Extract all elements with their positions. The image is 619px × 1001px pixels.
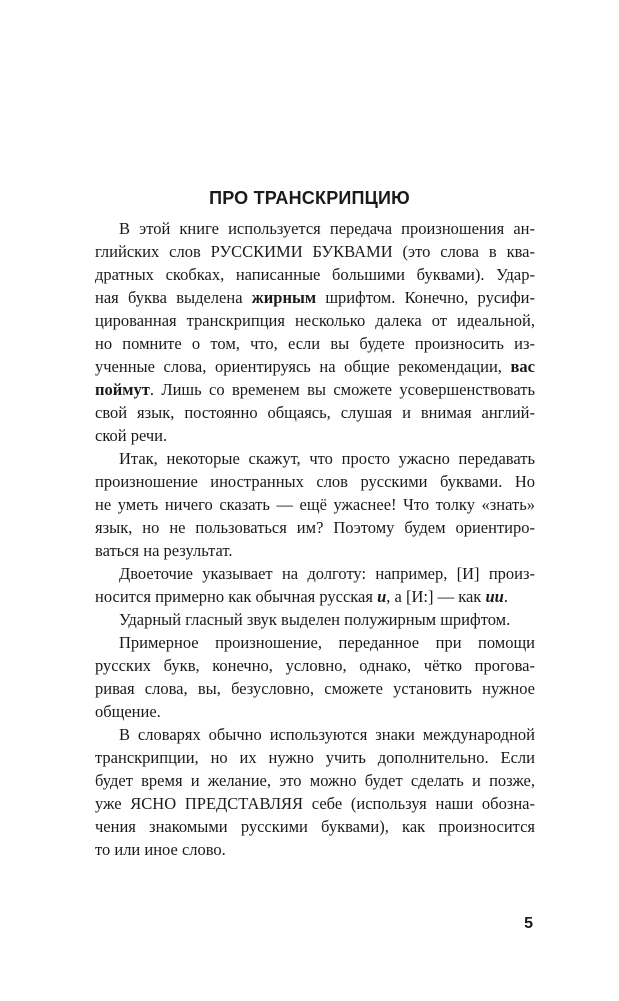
text-line: [95, 401, 535, 424]
text-run: ученные слова, ориентируясь на общие рекомендации,: [95, 357, 511, 376]
text-line: [95, 792, 535, 815]
text-run: транскрипции, но их нужно учить дополнительно. Если: [95, 748, 535, 767]
bold-text: поймут: [95, 380, 150, 399]
text-line: [95, 677, 535, 700]
text-line: [95, 516, 535, 539]
page-title: ПРО ТРАНСКРИПЦИЮ: [209, 188, 410, 208]
text-line: [95, 263, 535, 286]
text-run: но помните о том, что, если вы будете произносить из-: [95, 334, 535, 353]
text-line: [95, 240, 535, 263]
text-run: .: [503, 587, 508, 606]
text-run: язык, но не пользоваться им? Поэтому будем ориентиро-: [95, 518, 535, 537]
text-run: носится примерно как обычная русская: [95, 587, 378, 606]
text-run: . Лишь со временем вы сможете усовершенствовать: [149, 380, 535, 399]
text-line: [95, 309, 535, 332]
text-line: [95, 723, 535, 746]
text-line: [95, 539, 535, 562]
bold-text: вас: [510, 357, 535, 376]
text-line: [95, 217, 535, 240]
text-run: цированная транскрипция несколько далека от идеальной,: [95, 311, 535, 330]
text-run: Примерное произношение, переданное при помощи: [119, 633, 535, 652]
text-run: уже ЯСНО ПРЕДСТАВЛЯЯ себе (используя наши обозна-: [95, 794, 535, 813]
text-line: [95, 286, 535, 309]
text-run: Итак, некоторые скажут, что просто ужасно передавать: [119, 449, 535, 468]
text-line: [95, 838, 535, 861]
text-line: [95, 562, 535, 585]
bold-italic-text: ии: [485, 587, 504, 606]
bold-text: жирным: [251, 288, 317, 307]
text-line: [95, 424, 535, 447]
text-run: ная буква выделена: [95, 288, 252, 307]
text-line: [95, 654, 535, 677]
text-run: ривая слова, вы, безусловно, сможете установить нужное: [95, 679, 535, 698]
text-line: [95, 746, 535, 769]
text-run: свой язык, постоянно общаясь, слушая и внимая англий-: [95, 403, 535, 422]
text-line: [95, 608, 535, 631]
bold-italic-text: и: [377, 587, 387, 606]
text-run: Ударный гласный звук выделен полужирным шрифтом.: [119, 610, 511, 629]
text-line: [95, 355, 535, 378]
text-line: [95, 447, 535, 470]
text-run: глийских слов РУССКИМИ БУКВАМИ (это слова в ква-: [95, 242, 535, 261]
text-line: [95, 769, 535, 792]
text-line: [95, 332, 535, 355]
text-run: общение.: [95, 702, 161, 721]
text-run: дратных скобках, написанные большими буквами). Удар-: [95, 265, 535, 284]
text-run: шрифтом. Конечно, русифи-: [316, 288, 535, 307]
page-number: 5: [524, 915, 533, 932]
text-run: то или иное слово.: [95, 840, 226, 859]
text-run: Двоеточие указывает на долготу: например, [И] произ-: [119, 564, 535, 583]
text-run: русских букв, конечно, условно, однако, чётко прогова-: [95, 656, 535, 675]
text-line: [95, 631, 535, 654]
text-run: произношение иностранных слов русскими буквами. Но: [95, 472, 535, 491]
text-run: не уметь ничего сказать — ещё ужаснее! Что толку «знать»: [95, 495, 535, 514]
text-run: В словарях обычно используются знаки международной: [119, 725, 535, 744]
text-line: [95, 815, 535, 838]
body-text: [95, 217, 535, 861]
text-run: В этой книге используется передача произношения ан-: [119, 219, 535, 238]
text-run: будет время и желание, это можно будет сделать и позже,: [95, 771, 535, 790]
text-line: [95, 470, 535, 493]
text-run: , а [И:] — как: [386, 587, 486, 606]
text-run: ской речи.: [95, 426, 168, 445]
text-line: [95, 585, 535, 608]
text-run: ваться на результат.: [95, 541, 233, 560]
text-line: [95, 700, 535, 723]
text-line: [95, 493, 535, 516]
text-run: чения знакомыми русскими буквами), как произносится: [95, 817, 535, 836]
text-line: [95, 378, 535, 401]
